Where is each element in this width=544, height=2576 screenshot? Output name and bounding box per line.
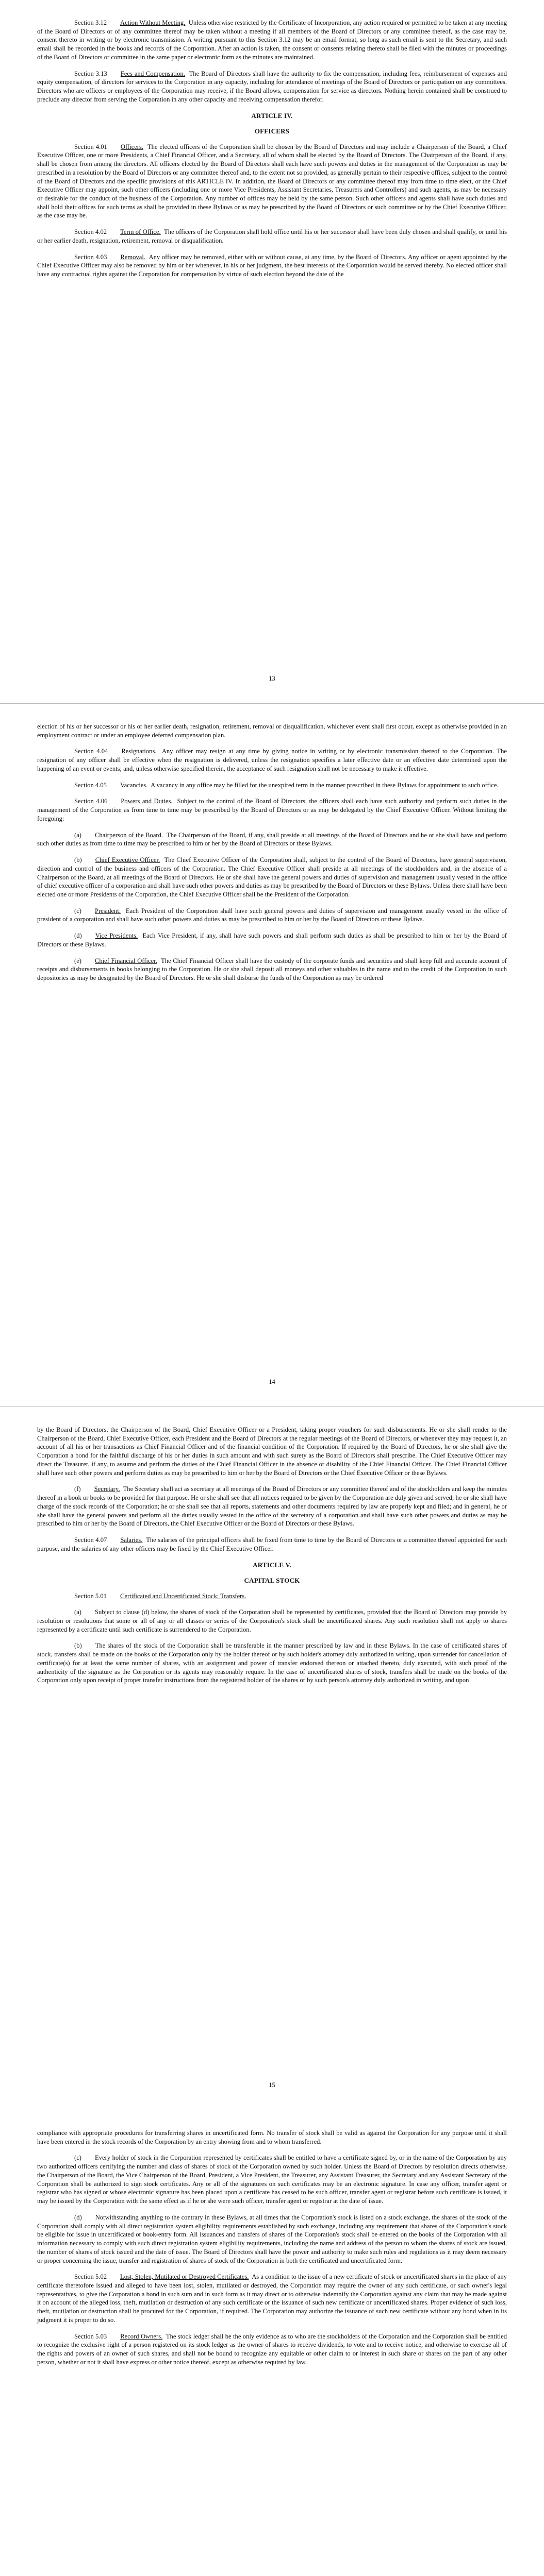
page-number: 13 <box>269 675 275 682</box>
section-4-03: Section 4.03 Removal. Any officer may be removed, either with or without cause, at any time, by the Board of Directors. Any officer or agent appointed by the Chief Executive Officer may also be removed by him or her whenever, in his or her judgment, the best interests of the Corporation would be served thereby. No elected officer shall have any contractual rights against the Corporation for compensation by virtue of such election beyond the date of the <box>37 253 507 278</box>
clause-c-president: (c) President. Each President of the Corporation shall have such general powers and duties of supervision and management usually vested in the office of president of a corporation and shall have such other powers and duties as may be prescribed to him or her by the Board of Directors or these Bylaws. <box>37 907 507 923</box>
section-4-05: Section 4.05 Vacancies. A vacancy in any office may be filled for the unexpired term in the manner prescribed in these Bylaws for appointment to such office. <box>74 781 499 789</box>
page-number: 15 <box>269 2081 275 2089</box>
carry-over-text: compliance with appropriate procedures for transferring shares in uncertificated form. No transfer of stock shall be valid as against the Corporation for any purpose until it shall have been entered in the stock records of the Corporation by an entry showing from and to whom transferred. <box>37 2129 507 2145</box>
section-5-03: Section 5.03 Record Owners. The stock ledger shall be the only evidence as to who are the stockholders of the Corporation and the Corporation shall be entitled to recognize the exclusive right of a person registered on its stock ledger as the owner of shares to receive dividends, to vote and to receive notice, and otherwise to exercise all of the rights and powers of an owner of such shares, and shall not be bound to recognize any equitable or other claim to or interest in such share or shares on the part of any other person, whether or not it shall have express or other notice thereof, except as otherwise required by law. <box>37 2332 507 2366</box>
article-iv-title: OFFICERS <box>254 127 290 135</box>
clause-f-secretary: (f) Secretary. The Secretary shall act as secretary at all meetings of the Board of Directors or any committee thereof and of the stockholders and keep the minutes thereof in a book or books to be provided for that purpose. He or she shall see that all notices required to be given by the Corporation are duly given and served; he or she shall have charge of the stock records of the Corporation; he or she shall see that all reports, statements and other documents required by law are properly kept and filed; and in general, he or she shall have the general powers and perform all the duties usually vested in the office of the secretary of a corporation and shall have such other powers and duties as may be prescribed to him or her by the Board of Directors, the Chief Executive Officer or the Board of Directors or these Bylaws. <box>37 1485 507 1528</box>
section-4-06: Section 4.06 Powers and Duties. Subject to the control of the Board of Directors, the officers shall each have such authority and perform such duties in the management of the Corporation as from time to time may be prescribed by the Board of Directors or as may be delegated by the Chief Executive Officer. Without limiting the foregoing: <box>37 798 507 822</box>
section-5-02: Section 5.02 Lost, Stolen, Mutilated or Destroyed Certificates. As a condition to the issue of a new certificate of stock or uncertificated shares in the place of any certificate theretofore issued and alleged to have been lost, stolen, mutilated or destroyed, the Corporation may require the owner of any such certificate, or such owner's legal representatives, to give the Corporation a bond in such sum and in such form as it may direct or to otherwise indemnify the Corporation against any claim that may be made against it on account of the alleged loss, theft, mutilation or destruction of any such certificate or the issuance of such new certificate or uncertificated shares. Proper evidence of such loss, theft, mutilation or destruction shall be procured for the Corporation, if required. The Corporation may authorize the issuance of such new certificate without any bond when in its judgment it is proper to do so. <box>37 2273 507 2324</box>
page-14 <box>0 703 544 1406</box>
page-13 <box>0 0 544 703</box>
clause-5-01-b: (b) The shares of the stock of the Corporation shall be transferable in the manner prescribed by law and in these Bylaws. In the case of certificated shares of stock, transfers shall be made on the books of the Corporation only by the holder thereof or by such holder's attorney duly authorized in writing, upon surrender for cancellation of certificate(s) for at least the same number of shares, with an assignment and power of transfer endorsed thereon or attached thereto, duly executed, with such proof of the authenticity of the signature as the Corporation or its agents may reasonably require. In the case of uncertificated shares of stock, transfers shall be made on the books of the Corporation only upon receipt of proper transfer instructions from the registered holder of the shares or by such person's attorney duly authorized in writing, and upon <box>37 1642 507 1684</box>
page-number: 14 <box>269 1378 275 1385</box>
clause-a-chairperson: (a) Chairperson of the Board. The Chairperson of the Board, if any, shall preside at all meetings of the Board of Directors and he or she shall have and perform such other duties as from time to time may be prescribed to him or her by the Board of Directors or these Bylaws. <box>37 831 507 848</box>
carry-over-text: by the Board of Directors, the Chairperson of the Board, Chief Executive Officer or a President, taking proper vouchers for such disbursements. He or she shall render to the Chairperson of the Board, Chief Executive Officer, each President and the Board of Directors at the regular meetings of the Board of Directors, or whenever they may request it, an account of all his or her transactions as Chief Financial Officer and of the financial condition of the Corporation. If required by the Board of Directors, he or she shall give the Corporation a bond for the faithful discharge of his or her duties in such amount and with such surety as the Board of Directors shall prescribe. The Chief Executive Officer may direct the Treasurer, if any, to assume and perform the duties of the Chief Financial Officer in the absence or disability of the Chief Financial Officer. The Chief Financial Officer shall have such other powers and perform duties as may be prescribed to him or her by the Board of Directors or the Chief Executive Officer or these Bylaws. <box>37 1426 507 1477</box>
section-5-01: Section 5.01 Certificated and Uncertificated Stock; Transfers. <box>74 1592 246 1600</box>
section-4-01: Section 4.01 Officers. The elected officers of the Corporation shall be chosen by the Board of Directors and may include a Chairperson of the Board, a Chief Executive Officer, one or more Presidents, a Chief Financial Officer, and a Secretary, all of whom shall be elected by the Board of Directors. The Chairperson of the Board, if any, shall be chosen from among the directors. All officers elected by the Board of Directors shall each have such powers and duties in the management of the Corporation as may be prescribed in a resolution by the Board of Directors or any committee thereof and, to the extent not so provided, as generally pertain to their respective offices, subject to the control of the Board of Directors and the specific provisions of this ARTICLE IV. In addition, the Board of Directors or any committee thereof may from time to time elect, or the Chief Executive Officer may appoint, such other officers (including one or more Vice Presidents, Assistant Secretaries, Treasurers and Controllers) and such agents, as may be necessary or desirable for the conduct of the business of the Corporation. Any number of offices may be held by the same person. Such other officers and agents shall have such duties and shall hold their offices for such terms as shall be provided in these Bylaws or as may be prescribed by the Board of Directors or such committee or by the Chief Executive Officer, as the case may be. <box>37 143 507 219</box>
section-3-12: Section 3.12 Action Without Meeting. Unless otherwise restricted by the Certificate of Incorporation, any action required or permitted to be taken at any meeting of the Board of Directors or of any committee thereof may be taken without a meeting if all members of the Board of Directors or any committee thereof, as the case may be, consent thereto in writing or by electronic transmission. A writing pursuant to this Section 3.12 may be an email format, so long as such email is sent to the Secretary, and such email shall be recorded in the books and records of the Corporation. After an action is taken, the consent or consents relating thereto shall be filed with the minutes or proceedings of the Board of Directors or committee in the same paper or electronic form as the minutes are maintained. <box>37 19 507 61</box>
clause-b-ceo: (b) Chief Executive Officer. The Chief Executive Officer of the Corporation shall, subject to the control of the Board of Directors, have general supervision, direction and control of the business and officers of the Corporation. The Chief Executive Officer shall preside at all meetings of the stockholders and, in the absence of a Chairperson of the Board, at all meetings of the Board of Directors. He or she shall have the general powers and duties of supervision and management usually vested in the office of chief executive officer of a corporation and shall have such other powers and duties as may be prescribed by the Board of Directors or these Bylaws. Unless there shall have been elected one or more Presidents of the Corporation, the Chief Executive Officer shall be the President of the Corporation. <box>37 856 507 899</box>
clause-e-cfo: (e) Chief Financial Officer. The Chief Financial Officer shall have the custody of the corporate funds and securities and shall keep full and accurate account of receipts and disbursements in books belonging to the Corporation. He or she shall deposit all moneys and other valuables in the name and to the credit of the Corporation in such depositories as may be designated by the Board of Directors. He or she shall disburse the funds of the Corporation as may be ordered <box>37 957 507 982</box>
section-4-04: Section 4.04 Resignations. Any officer may resign at any time by giving notice in writing or by electronic transmission thereof to the Corporation. The resignation of any officer shall be effective when the resignation is delivered, unless the resignation specifies a later effective date or an effective date determined upon the happening of an event or events; and, unless otherwise specified therein, the acceptance of such resignation shall not be necessary to make it effective. <box>37 748 507 772</box>
section-4-02: Section 4.02 Term of Office. The officers of the Corporation shall hold office until his or her successor shall have been duly chosen and shall qualify, or until his or her earlier death, resignation, retirement, removal or disqualification. <box>37 228 507 244</box>
clause-d-vice-presidents: (d) Vice Presidents. Each Vice President, if any, shall have such powers and shall perform such duties as shall be prescribed to him or her by the Board of Directors or these Bylaws. <box>37 932 507 948</box>
clause-5-01-c: (c) Every holder of stock in the Corporation represented by certificates shall be entitled to have a certificate signed by, or in the name of the Corporation by any two authorized officers certifying the number and class of shares of stock of the Corporation owned by such holder. Unless the Board of Directors by resolution directs otherwise, the Chairperson of the Board, the Vice Chairperson of the Board, President, a Vice President, the Treasurer, any Assistant Treasurer, the Secretary and any Assistant Secretary of the Corporation shall be authorized to sign stock certificates. Any or all of the signatures on such certificates may be an electronic signature. In case any officer, transfer agent or registrar who has signed or whose electronic signature has been placed upon a certificate has ceased to be such officer, transfer agent or registrar before such certificate is issued, it may be issued by the Corporation with the same effect as if he or she were such officer, transfer agent or registrar at the date of issue. <box>37 2154 507 2205</box>
page-15 <box>0 1406 544 2110</box>
article-v-title: CAPITAL STOCK <box>244 1576 300 1584</box>
page-16 <box>0 2110 544 2576</box>
article-iv-heading: ARTICLE IV. <box>251 111 293 120</box>
article-v-heading: ARTICLE V. <box>253 1561 291 1569</box>
section-3-13: Section 3.13 Fees and Compensation. The Board of Directors shall have the authority to fix the compensation, including fees, reimbursement of expenses and equity compensation, of directors for services to the Corporation in any capacity, including for attendance of meetings of the Board of Directors or participation on any committees. Directors who are officers or employees of the Corporation may receive, if the Board allows, compensation for service as directors. Nothing herein contained shall be construed to preclude any director from serving the Corporation in any other capacity and receiving compensation therefor. <box>37 70 507 103</box>
clause-5-01-a: (a) Subject to clause (d) below, the shares of stock of the Corporation shall be represented by certificates, provided that the Board of Directors may provide by resolution or resolutions that some or all of any or all classes or series of the Corporation's stock shall be uncertificated shares. Any such resolution shall not apply to shares represented by a certificate until such certificate is surrendered to the Corporation. <box>37 1608 507 1633</box>
carry-over-text: election of his or her successor or his or her earlier death, resignation, retirement, removal or disqualification, whichever event shall first occur, except as otherwise provided in an employment contract or under an employee deferred compensation plan. <box>37 723 507 739</box>
section-4-07: Section 4.07 Salaries. The salaries of the principal officers shall be fixed from time to time by the Board of Directors or a committee thereof appointed for such purpose, and the salaries of any other officers may be fixed by the Chief Executive Officer. <box>37 1536 507 1552</box>
clause-5-01-d: (d) Notwithstanding anything to the contrary in these Bylaws, at all times that the Corporation's stock is listed on a stock exchange, the shares of the stock of the Corporation shall comply with all direct registration system eligibility requirements established by such exchange, including any requirement that shares of the Corporation's stock be eligible for issue in uncertificated or book-entry form. All issuances and transfers of shares of the Corporation's stock shall be entered on the books of the Corporation with all information necessary to comply with such direct registration system eligibility requirements, including the name and address of the person to whom the shares of stock are issued, the number of shares of stock issued and the date of issue. The Board of Directors shall have the power and authority to make such rules and regulations as it may deem necessary or proper concerning the issue, transfer and registration of shares of stock of the Corporation in both the certificated and uncertificated form. <box>37 2213 507 2264</box>
